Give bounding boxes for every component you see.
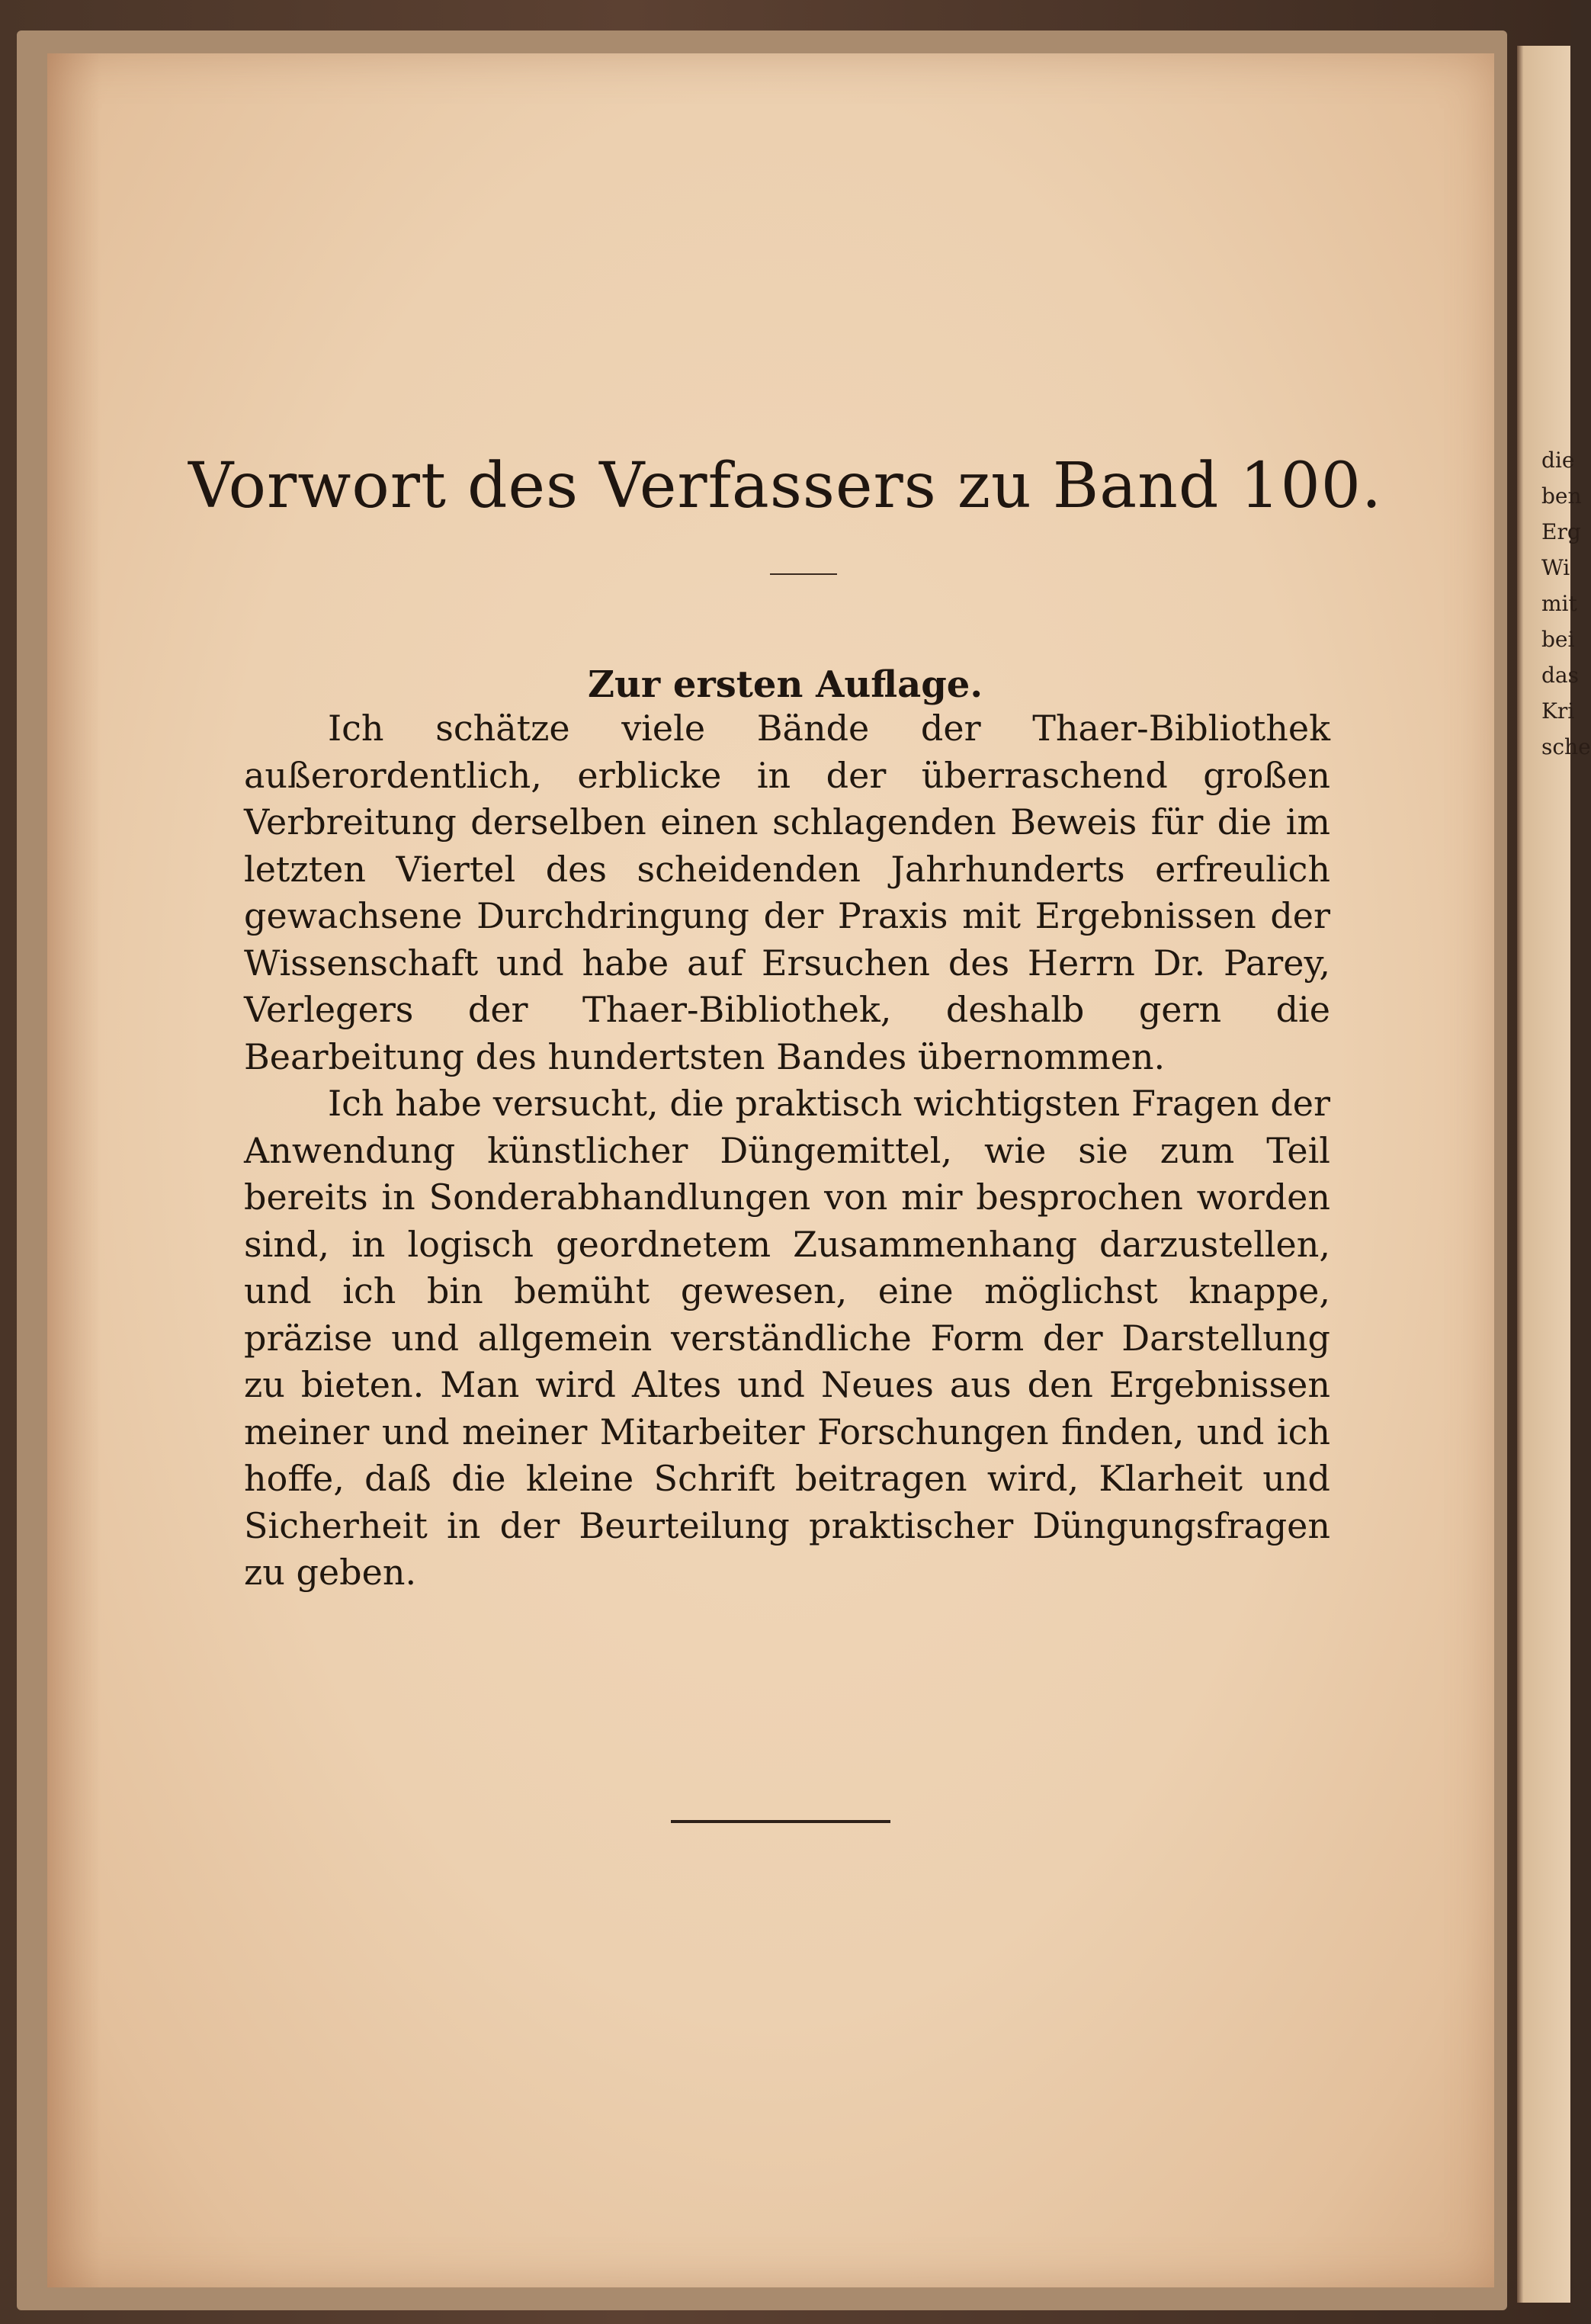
section-subtitle: Zur ersten Auflage. xyxy=(587,663,983,706)
page-title: Vorwort des Verfassers zu Band 100. xyxy=(188,450,1383,522)
closing-rule xyxy=(671,1820,890,1823)
next-page-edge xyxy=(1517,46,1570,2303)
next-page-text-fragments: die ben Erg Wi mit bei das Kri sche xyxy=(1541,448,1591,759)
title-divider xyxy=(770,573,837,575)
body-text xyxy=(244,705,1330,1597)
paragraph-1: Ich schätze viele Bände der Thaer-Bibliothek außerordentlich, erblicke in der überraschend großen Verbreitung derselben einen schlagenden Beweis für die im letzten Viertel des scheidenden Jahrhunderts erfreulich gewachsene Durchdringung der Praxis mit Ergebnissen der Wissenschaft und habe auf Ersuchen des Herrn Dr. Parey, Verlegers der Thaer-Bibliothek, deshalb gern die Bearbeitung des hundertsten Bandes übernommen. xyxy=(244,708,1330,1077)
paragraph-2: Ich habe versucht, die praktisch wichtigsten Fragen der Anwendung künstlicher Düngemittel, wie sie zum Teil bereits in Sonderabhandlungen von mir besprochen worden sind, in logisch geordnetem Zusammenhang darzustellen, und ich bin bemüht gewesen, eine möglichst knappe, präzise und allgemein verständliche Form der Darstellung zu bieten. Man wird Altes und Neues aus den Ergebnissen meiner und meiner Mitarbeiter Forschungen finden, und ich hoffe, daß die kleine Schrift beitragen wird, Klarheit und Sicherheit in der Beurteilung praktischer Düngungsfragen zu geben. xyxy=(244,1083,1330,1593)
